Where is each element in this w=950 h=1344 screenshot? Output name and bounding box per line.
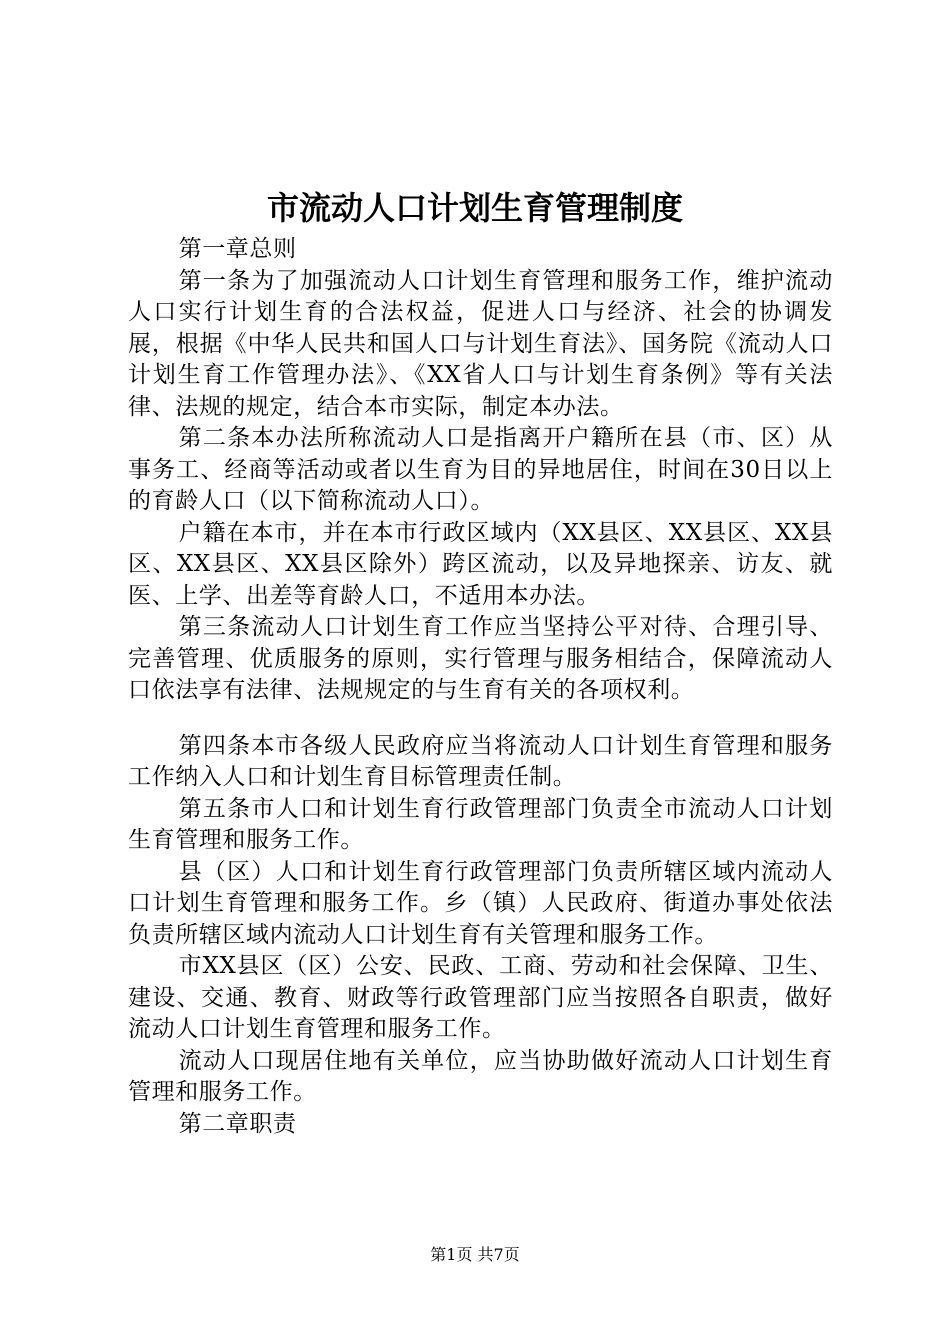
paragraph: 第一条为了加强流动人口计划生育管理和服务工作，维护流动人口实行计划生育的合法权益，促进人口与经济、社会的协调发展，根据《中华人民共和国人口与计划生育法》、国务院《流动人口计划生育工作管理办法》、《XX省人口与计划生育条例》等有关法律、法规的规定，结合本市实际，制定本办法。 — [128, 267, 833, 420]
chapter-heading: 第一章总则 — [178, 236, 297, 262]
paragraph: 第五条市人口和计划生育行政管理部门负责全市流动人口计划生育管理和服务工作。 — [128, 795, 833, 853]
document-body — [128, 234, 833, 1140]
paragraph: 市XX县区（区）公安、民政、工商、劳动和社会保障、卫生、建设、交通、教育、财政等行政管理部门应当按照各自职责，做好流动人口计划生育管理和服务工作。 — [128, 953, 833, 1042]
paragraph: 流动人口现居住地有关单位，应当协助做好流动人口计划生育管理和服务工作。 — [128, 1047, 833, 1105]
paragraph: 户籍在本市，并在本市行政区域内（XX县区、XX县区、XX县区、XX县区、XX县区除外）跨区流动，以及异地探亲、访友、就医、上学、出差等育龄人口，不适用本办法。 — [128, 519, 833, 609]
chapter-heading: 第二章职责 — [178, 1110, 297, 1137]
document-title: 市流动人口计划生育管理制度 — [266, 189, 683, 227]
page-number: 第1页 共7页 — [430, 1245, 520, 1264]
paragraph: 第四条本市各级人民政府应当将流动人口计划生育管理和服务工作纳入人口和计划生育目标管理责任制。 — [128, 732, 833, 790]
paragraph: 第三条流动人口计划生育工作应当坚持公平对待、合理引导、完善管理、优质服务的原则，实行管理与服务相结合，保障流动人口依法享有法律、法规规定的与生育有关的各项权利。 — [128, 614, 833, 703]
paragraph: 县（区）人口和计划生育行政管理部门负责所辖区域内流动人口计划生育管理和服务工作。乡（镇）人民政府、街道办事处依法负责所辖区域内流动人口计划生育有关管理和服务工作。 — [128, 858, 833, 948]
paragraph: 第二条本办法所称流动人口是指离开户籍所在县（市、区）从事务工、经商等活动或者以生育为目的异地居住，时间在30日以上的育龄人口（以下简称流动人口）。 — [128, 425, 833, 514]
